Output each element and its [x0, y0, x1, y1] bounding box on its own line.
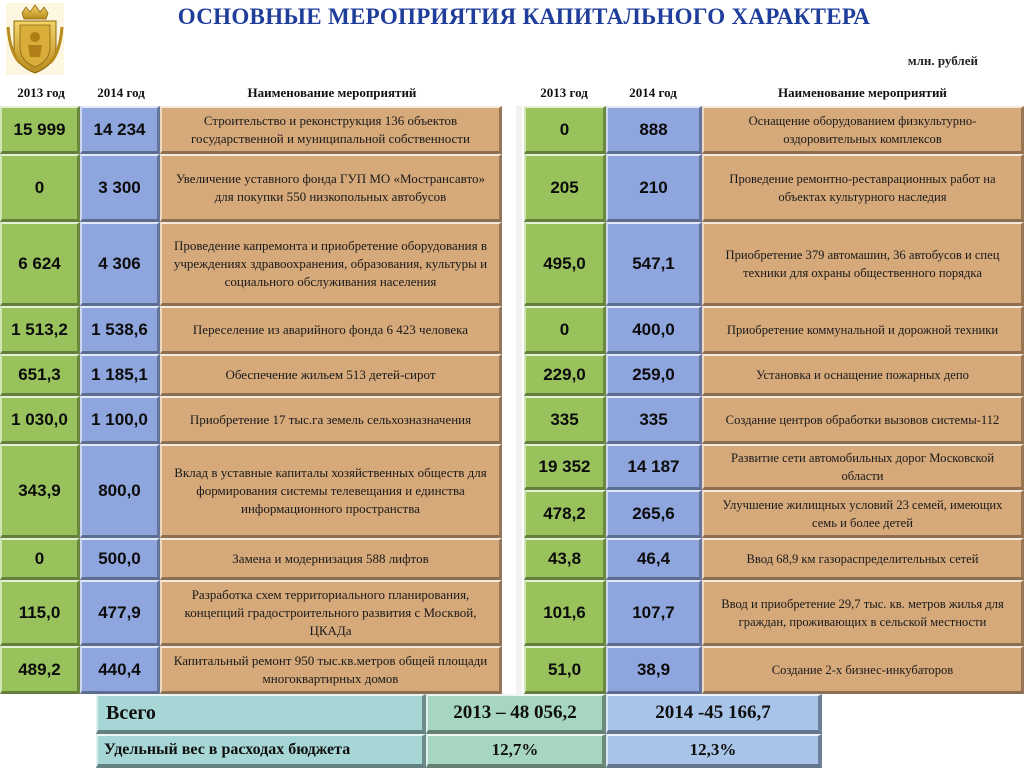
- right-activity-name: Проведение ремонтно-реставрационных работ на объектах культурного наследия: [702, 154, 1024, 222]
- left-value-2013: 0: [0, 154, 80, 222]
- left-activity-name: Обеспечение жильем 513 детей-сирот: [160, 354, 502, 396]
- right-activity-name: Установка и оснащение пожарных депо: [702, 354, 1024, 396]
- left-value-2013: 6 624: [0, 222, 80, 306]
- right-value-2013: 43,8: [524, 538, 606, 580]
- right-value-2014: 38,9: [606, 646, 702, 694]
- page-title: ОСНОВНЫЕ МЕРОПРИЯТИЯ КАПИТАЛЬНОГО ХАРАКТЕРА: [177, 4, 871, 29]
- left-value-2014: 14 234: [80, 106, 160, 154]
- right-activity-name: Создание 2-х бизнес-инкубаторов: [702, 646, 1024, 694]
- right-value-2014: 14 187: [606, 444, 702, 490]
- right-value-2014: 888: [606, 106, 702, 154]
- right-value-2013: 101,6: [524, 580, 606, 646]
- right-activity-name: Оснащение оборудованием физкультурно-оздоровительных комплексов: [702, 106, 1024, 154]
- left-value-2013: 489,2: [0, 646, 80, 694]
- left-value-2014: 3 300: [80, 154, 160, 222]
- left-value-2013: 1 513,2: [0, 306, 80, 354]
- unit-label: млн. рублей: [907, 53, 978, 68]
- budget-share-2014: 12,3%: [606, 734, 822, 768]
- column-separator: [516, 105, 522, 695]
- total-2014-value: 2014 -45 166,7: [606, 694, 822, 734]
- right-value-2013: 19 352: [524, 444, 606, 490]
- left-value-2014: 440,4: [80, 646, 160, 694]
- left-header-2013: 2013 год: [17, 85, 65, 100]
- left-value-2014: 800,0: [80, 444, 160, 538]
- right-value-2014: 46,4: [606, 538, 702, 580]
- right-header-2014: 2014 год: [629, 85, 677, 100]
- left-activity-name: Переселение из аварийного фонда 6 423 человека: [160, 306, 502, 354]
- left-activity-name: Капитальный ремонт 950 тыс.кв.метров общей площади многоквартирных домов: [160, 646, 502, 694]
- left-value-2014: 4 306: [80, 222, 160, 306]
- right-value-2013: 0: [524, 106, 606, 154]
- left-activity-name: Замена и модернизация 588 лифтов: [160, 538, 502, 580]
- right-activity-name: Ввод и приобретение 29,7 тыс. кв. метров жилья для граждан, проживающих в сельской местности: [702, 580, 1024, 646]
- right-header-name: Наименование мероприятий: [778, 85, 947, 100]
- left-activity-name: Проведение капремонта и приобретение оборудования в учреждениях здравоохранения, образования, культуры и социального обслуживания населения: [160, 222, 502, 306]
- right-activity-name: Развитие сети автомобильных дорог Московской области: [702, 444, 1024, 490]
- left-value-2013: 15 999: [0, 106, 80, 154]
- left-value-2014: 477,9: [80, 580, 160, 646]
- left-header-name: Наименование мероприятий: [247, 85, 417, 100]
- left-value-2014: 500,0: [80, 538, 160, 580]
- right-value-2013: 51,0: [524, 646, 606, 694]
- left-activity-name: Строительство и реконструкция 136 объектов государственной и муниципальной собственности: [160, 106, 502, 154]
- left-value-2014: 1 100,0: [80, 396, 160, 444]
- right-value-2013: 205: [524, 154, 606, 222]
- right-value-2013: 229,0: [524, 354, 606, 396]
- right-value-2013: 335: [524, 396, 606, 444]
- left-value-2014: 1 185,1: [80, 354, 160, 396]
- right-activity-name: Создание центров обработки вызовов системы-112: [702, 396, 1024, 444]
- total-2013-value: 2013 – 48 056,2: [426, 694, 606, 734]
- right-value-2014: 335: [606, 396, 702, 444]
- left-header-2014: 2014 год: [97, 85, 145, 100]
- right-value-2013: 478,2: [524, 490, 606, 538]
- right-value-2013: 0: [524, 306, 606, 354]
- left-activity-name: Разработка схем территориального планирования, концепций градостроительного развития с Москвой, ЦКАДа: [160, 580, 502, 646]
- right-value-2014: 547,1: [606, 222, 702, 306]
- right-value-2014: 265,6: [606, 490, 702, 538]
- right-value-2013: 495,0: [524, 222, 606, 306]
- left-value-2014: 1 538,6: [80, 306, 160, 354]
- left-activity-name: Вклад в уставные капиталы хозяйственных обществ для формирования системы телевещания и единства информационного пространства: [160, 444, 502, 538]
- right-value-2014: 400,0: [606, 306, 702, 354]
- right-header-2013: 2013 год: [540, 85, 588, 100]
- right-value-2014: 259,0: [606, 354, 702, 396]
- right-activity-name: Приобретение 379 автомашин, 36 автобусов и спец техники для охраны общественного порядка: [702, 222, 1024, 306]
- budget-share-label: Удельный вес в расходах бюджета: [96, 734, 426, 768]
- right-value-2014: 210: [606, 154, 702, 222]
- left-value-2013: 1 030,0: [0, 396, 80, 444]
- left-activity-name: Приобретение 17 тыс.га земель сельхозназначения: [160, 396, 502, 444]
- right-activity-name: Ввод 68,9 км газораспределительных сетей: [702, 538, 1024, 580]
- right-activity-name: Улучшение жилищных условий 23 семей, имеющих семь и более детей: [702, 490, 1024, 538]
- right-activity-name: Приобретение коммунальной и дорожной техники: [702, 306, 1024, 354]
- left-value-2013: 115,0: [0, 580, 80, 646]
- left-value-2013: 0: [0, 538, 80, 580]
- budget-share-2013: 12,7%: [426, 734, 606, 768]
- left-value-2013: 343,9: [0, 444, 80, 538]
- right-value-2014: 107,7: [606, 580, 702, 646]
- left-activity-name: Увеличение уставного фонда ГУП МО «Мострансавто» для покупки 550 низкопольных автобусов: [160, 154, 502, 222]
- left-value-2013: 651,3: [0, 354, 80, 396]
- coat-of-arms-emblem: [6, 3, 64, 75]
- total-label: Всего: [96, 694, 426, 734]
